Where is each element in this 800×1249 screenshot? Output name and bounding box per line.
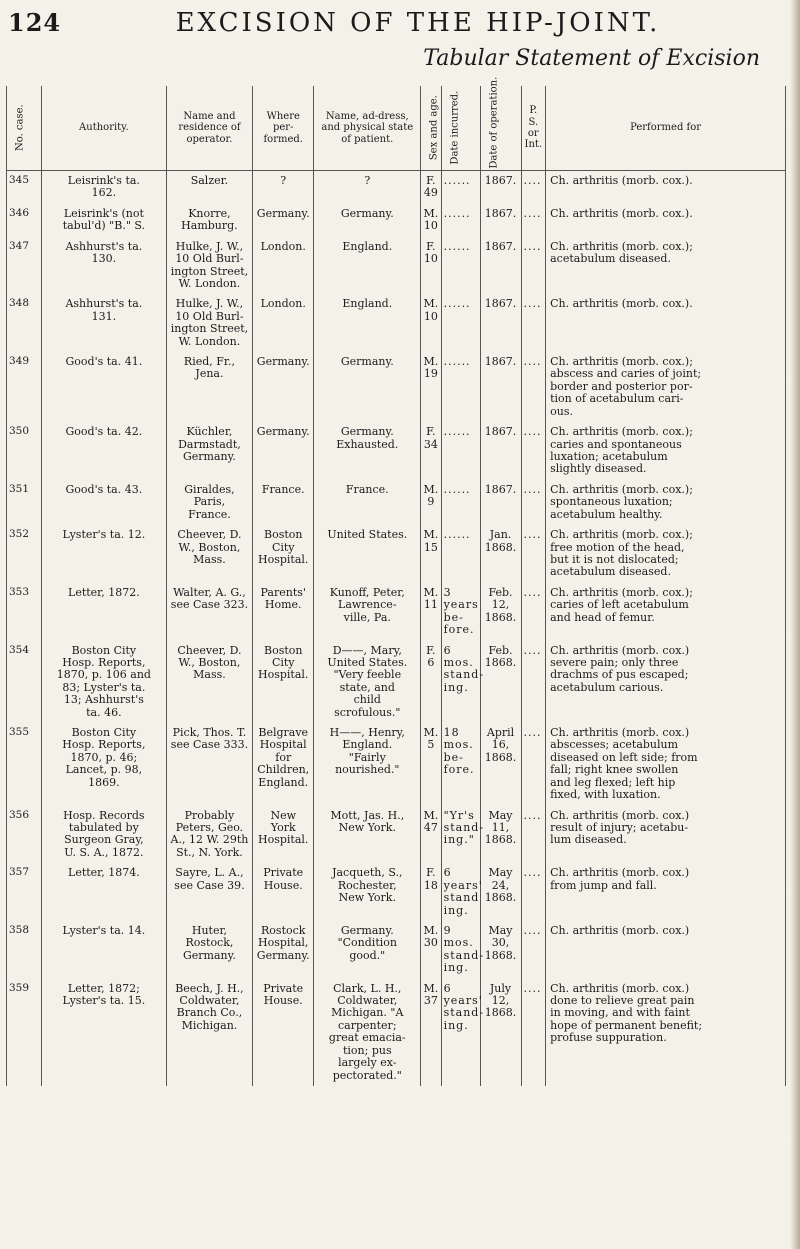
case-number: 358 bbox=[7, 921, 42, 979]
where-performed-cell: Rostock Hospital, Germany. bbox=[252, 921, 314, 979]
authority-cell: Good's ta. 42. bbox=[41, 422, 166, 480]
patient-cell: D——, Mary, United States. "Very feeble state, and child scrofulous." bbox=[314, 641, 421, 724]
ps-int-cell: .... bbox=[521, 171, 546, 204]
patient-cell: France. bbox=[314, 480, 421, 525]
where-performed-cell: Private House. bbox=[252, 979, 314, 1086]
ps-int-cell: .... bbox=[521, 422, 546, 480]
sex-age-cell: M. 37 bbox=[421, 979, 442, 1086]
case-number: 347 bbox=[7, 237, 42, 295]
operator-cell: Küchler, Darmstadt, Germany. bbox=[166, 422, 252, 480]
operator-cell: Cheever, D. W., Boston, Mass. bbox=[166, 525, 252, 583]
authority-cell: Good's ta. 41. bbox=[41, 352, 166, 422]
excision-table bbox=[6, 77, 786, 1086]
authority-cell: Ashhurst's ta. 131. bbox=[41, 294, 166, 352]
where-performed-cell: Private House. bbox=[252, 863, 314, 921]
sex-age-cell: M. 10 bbox=[421, 204, 442, 237]
case-number: 357 bbox=[7, 863, 42, 921]
column-header: Performed for bbox=[546, 86, 786, 171]
patient-cell: England. bbox=[314, 237, 421, 295]
authority-cell: Lyster's ta. 12. bbox=[41, 525, 166, 583]
date-operation-cell: May 24, 1868. bbox=[480, 863, 521, 921]
performed-for-cell: Ch. arthritis (morb. cox.); acetabulum diseased. bbox=[546, 237, 786, 295]
operator-cell: Sayre, L. A., see Case 39. bbox=[166, 863, 252, 921]
where-performed-cell: London. bbox=[252, 237, 314, 295]
date-incurred-cell: 6 years' stand ing. bbox=[441, 863, 480, 921]
sex-age-cell: F. 6 bbox=[421, 641, 442, 724]
authority-cell: Lyster's ta. 14. bbox=[41, 921, 166, 979]
column-header: Date of operation. bbox=[480, 86, 521, 171]
operator-cell: Ried, Fr., Jena. bbox=[166, 352, 252, 422]
authority-cell: Leisrink's (not tabul'd) "B." S. bbox=[41, 204, 166, 237]
table-row bbox=[7, 979, 786, 1086]
date-incurred-cell: ...... bbox=[441, 422, 480, 480]
authority-cell: Ashhurst's ta. 130. bbox=[41, 237, 166, 295]
performed-for-cell: Ch. arthritis (morb. cox.) done to relieve great pain in moving, and with faint hope of permanent benefit; profuse suppuration. bbox=[546, 979, 786, 1086]
date-incurred-cell: ...... bbox=[441, 525, 480, 583]
where-performed-cell: France. bbox=[252, 480, 314, 525]
patient-cell: H——, Henry, England. "Fairly nourished." bbox=[314, 723, 421, 806]
patient-cell: Germany. Exhausted. bbox=[314, 422, 421, 480]
performed-for-cell: Ch. arthritis (morb. cox.); caries of left acetabulum and head of femur. bbox=[546, 583, 786, 641]
sex-age-cell: M. 11 bbox=[421, 583, 442, 641]
date-operation-cell: 1867. bbox=[480, 352, 521, 422]
where-performed-cell: London. bbox=[252, 294, 314, 352]
column-header: Where per-formed. bbox=[252, 86, 314, 171]
patient-cell: Germany. bbox=[314, 352, 421, 422]
table-body bbox=[7, 171, 786, 1087]
where-performed-cell: Parents' Home. bbox=[252, 583, 314, 641]
date-operation-cell: 1867. bbox=[480, 237, 521, 295]
ps-int-cell: .... bbox=[521, 863, 546, 921]
date-incurred-cell: 6 mos. stand- ing. bbox=[441, 641, 480, 724]
performed-for-cell: Ch. arthritis (morb. cox.). bbox=[546, 294, 786, 352]
authority-cell: Boston City Hosp. Reports, 1870, p. 46; Lancet, p. 98, 1869. bbox=[41, 723, 166, 806]
ps-int-cell: .... bbox=[521, 204, 546, 237]
patient-cell: Mott, Jas. H., New York. bbox=[314, 806, 421, 864]
table-row bbox=[7, 583, 786, 641]
ps-int-cell: .... bbox=[521, 806, 546, 864]
ps-int-cell: .... bbox=[521, 525, 546, 583]
column-header: Name and residence of operator. bbox=[166, 86, 252, 171]
sex-age-cell: M. 30 bbox=[421, 921, 442, 979]
case-number: 359 bbox=[7, 979, 42, 1086]
date-operation-cell: Feb. 12, 1868. bbox=[480, 583, 521, 641]
date-incurred-cell: ...... bbox=[441, 352, 480, 422]
sex-age-cell: F. 34 bbox=[421, 422, 442, 480]
running-header bbox=[0, 6, 800, 40]
page-number: 124 bbox=[8, 8, 62, 37]
where-performed-cell: Germany. bbox=[252, 422, 314, 480]
case-number: 352 bbox=[7, 525, 42, 583]
date-incurred-cell: "Yr's stand- ing." bbox=[441, 806, 480, 864]
authority-cell: Letter, 1874. bbox=[41, 863, 166, 921]
table-row bbox=[7, 294, 786, 352]
table-row bbox=[7, 525, 786, 583]
table-row bbox=[7, 352, 786, 422]
ps-int-cell: .... bbox=[521, 979, 546, 1086]
ps-int-cell: .... bbox=[521, 294, 546, 352]
performed-for-cell: Ch. arthritis (morb. cox.); abscess and caries of joint; border and posterior por- tion of acetabulum cari- ous. bbox=[546, 352, 786, 422]
table-row bbox=[7, 480, 786, 525]
operator-cell: Hulke, J. W., 10 Old Burl- ington Street, W. London. bbox=[166, 237, 252, 295]
column-header: Name, ad-dress, and physical state of patient. bbox=[314, 86, 421, 171]
case-number: 355 bbox=[7, 723, 42, 806]
table-subtitle: Tabular Statement of Excision bbox=[423, 46, 760, 71]
case-number: 354 bbox=[7, 641, 42, 724]
patient-cell: ? bbox=[314, 171, 421, 204]
patient-cell: Germany. "Condition good." bbox=[314, 921, 421, 979]
authority-cell: Boston City Hosp. Reports, 1870, p. 106 and 83; Lyster's ta. 13; Ashhurst's ta. 46. bbox=[41, 641, 166, 724]
date-incurred-cell: ...... bbox=[441, 204, 480, 237]
ps-int-cell: .... bbox=[521, 480, 546, 525]
where-performed-cell: ? bbox=[252, 171, 314, 204]
case-number: 353 bbox=[7, 583, 42, 641]
where-performed-cell: Boston City Hospital. bbox=[252, 525, 314, 583]
sex-age-cell: F. 49 bbox=[421, 171, 442, 204]
operator-cell: Walter, A. G., see Case 323. bbox=[166, 583, 252, 641]
column-header: P. S. or Int. bbox=[521, 86, 546, 171]
ps-int-cell: .... bbox=[521, 921, 546, 979]
date-incurred-cell: 9 mos. stand- ing. bbox=[441, 921, 480, 979]
date-incurred-cell: 18 mos. be- fore. bbox=[441, 723, 480, 806]
sex-age-cell: M. 10 bbox=[421, 294, 442, 352]
table-row bbox=[7, 863, 786, 921]
patient-cell: Clark, L. H., Coldwater, Michigan. "A carpenter; great emacia- tion; pus largely ex- pectorated." bbox=[314, 979, 421, 1086]
operator-cell: Pick, Thos. T. see Case 333. bbox=[166, 723, 252, 806]
case-number: 348 bbox=[7, 294, 42, 352]
date-operation-cell: July 12, 1868. bbox=[480, 979, 521, 1086]
column-header: Authority. bbox=[41, 86, 166, 171]
date-operation-cell: May 11, 1868. bbox=[480, 806, 521, 864]
performed-for-cell: Ch. arthritis (morb. cox.) from jump and fall. bbox=[546, 863, 786, 921]
operator-cell: Probably Peters, Geo. A., 12 W. 29th St., N. York. bbox=[166, 806, 252, 864]
sex-age-cell: M. 47 bbox=[421, 806, 442, 864]
patient-cell: United States. bbox=[314, 525, 421, 583]
authority-cell: Hosp. Records tabulated by Surgeon Gray, U. S. A., 1872. bbox=[41, 806, 166, 864]
performed-for-cell: Ch. arthritis (morb. cox.). bbox=[546, 171, 786, 204]
ps-int-cell: .... bbox=[521, 583, 546, 641]
operator-cell: Giraldes, Paris, France. bbox=[166, 480, 252, 525]
table-row bbox=[7, 171, 786, 204]
date-operation-cell: 1867. bbox=[480, 422, 521, 480]
case-number: 356 bbox=[7, 806, 42, 864]
date-incurred-cell: 3 years be- fore. bbox=[441, 583, 480, 641]
header-row bbox=[7, 86, 786, 171]
date-operation-cell: May 30, 1868. bbox=[480, 921, 521, 979]
where-performed-cell: Germany. bbox=[252, 204, 314, 237]
table-row bbox=[7, 204, 786, 237]
where-performed-cell: Germany. bbox=[252, 352, 314, 422]
sex-age-cell: M. 15 bbox=[421, 525, 442, 583]
sex-age-cell: M. 9 bbox=[421, 480, 442, 525]
performed-for-cell: Ch. arthritis (morb. cox.) result of injury; acetabu- lum diseased. bbox=[546, 806, 786, 864]
where-performed-cell: New York Hospital. bbox=[252, 806, 314, 864]
patient-cell: Germany. bbox=[314, 204, 421, 237]
case-number: 350 bbox=[7, 422, 42, 480]
table-row bbox=[7, 921, 786, 979]
date-incurred-cell: ...... bbox=[441, 237, 480, 295]
patient-cell: Jacqueth, S., Rochester, New York. bbox=[314, 863, 421, 921]
case-number: 345 bbox=[7, 171, 42, 204]
column-header: Date incurred. bbox=[441, 86, 480, 171]
authority-cell: Good's ta. 43. bbox=[41, 480, 166, 525]
performed-for-cell: Ch. arthritis (morb. cox.). bbox=[546, 204, 786, 237]
ps-int-cell: .... bbox=[521, 723, 546, 806]
case-number: 346 bbox=[7, 204, 42, 237]
performed-for-cell: Ch. arthritis (morb. cox.); free motion of the head, but it is not dislocated; acetabulum diseased. bbox=[546, 525, 786, 583]
table-row bbox=[7, 641, 786, 724]
patient-cell: England. bbox=[314, 294, 421, 352]
date-incurred-cell: 6 years' stand- ing. bbox=[441, 979, 480, 1086]
where-performed-cell: Belgrave Hospital for Children, England. bbox=[252, 723, 314, 806]
sex-age-cell: F. 10 bbox=[421, 237, 442, 295]
patient-cell: Kunoff, Peter, Lawrence- ville, Pa. bbox=[314, 583, 421, 641]
operator-cell: Beech, J. H., Coldwater, Branch Co., Michigan. bbox=[166, 979, 252, 1086]
running-title: EXCISION OF THE HIP-JOINT. bbox=[175, 8, 661, 38]
ps-int-cell: .... bbox=[521, 237, 546, 295]
date-operation-cell: 1867. bbox=[480, 204, 521, 237]
date-operation-cell: 1867. bbox=[480, 294, 521, 352]
operator-cell: Hulke, J. W., 10 Old Burl- ington Street, W. London. bbox=[166, 294, 252, 352]
column-header: Sex and age. bbox=[421, 86, 442, 171]
authority-cell: Letter, 1872; Lyster's ta. 15. bbox=[41, 979, 166, 1086]
date-incurred-cell: ...... bbox=[441, 294, 480, 352]
case-number: 349 bbox=[7, 352, 42, 422]
date-operation-cell: April 16, 1868. bbox=[480, 723, 521, 806]
operator-cell: Huter, Rostock, Germany. bbox=[166, 921, 252, 979]
performed-for-cell: Ch. arthritis (morb. cox.) severe pain; only three drachms of pus escaped; acetabulum carious. bbox=[546, 641, 786, 724]
date-operation-cell: 1867. bbox=[480, 480, 521, 525]
sex-age-cell: M. 19 bbox=[421, 352, 442, 422]
page-binding-edge bbox=[790, 0, 800, 1249]
table-row bbox=[7, 422, 786, 480]
column-header: No. case. bbox=[7, 86, 42, 171]
performed-for-cell: Ch. arthritis (morb. cox.); spontaneous luxation; acetabulum healthy. bbox=[546, 480, 786, 525]
case-number: 351 bbox=[7, 480, 42, 525]
date-incurred-cell: ...... bbox=[441, 171, 480, 204]
sex-age-cell: M. 5 bbox=[421, 723, 442, 806]
performed-for-cell: Ch. arthritis (morb. cox.) abscesses; acetabulum diseased on left side; from fall; right knee swollen and leg flexed; left hip fixed, with luxation. bbox=[546, 723, 786, 806]
table-row bbox=[7, 237, 786, 295]
operator-cell: Knorre, Hamburg. bbox=[166, 204, 252, 237]
operator-cell: Salzer. bbox=[166, 171, 252, 204]
ps-int-cell: .... bbox=[521, 641, 546, 724]
operator-cell: Cheever, D. W., Boston, Mass. bbox=[166, 641, 252, 724]
sex-age-cell: F. 18 bbox=[421, 863, 442, 921]
table-row bbox=[7, 806, 786, 864]
performed-for-cell: Ch. arthritis (morb. cox.) bbox=[546, 921, 786, 979]
date-operation-cell: Jan. 1868. bbox=[480, 525, 521, 583]
table-row bbox=[7, 723, 786, 806]
date-incurred-cell: ...... bbox=[441, 480, 480, 525]
authority-cell: Leisrink's ta. 162. bbox=[41, 171, 166, 204]
performed-for-cell: Ch. arthritis (morb. cox.); caries and spontaneous luxation; acetabulum slightly diseased. bbox=[546, 422, 786, 480]
where-performed-cell: Boston City Hospital. bbox=[252, 641, 314, 724]
date-operation-cell: Feb. 1868. bbox=[480, 641, 521, 724]
date-operation-cell: 1867. bbox=[480, 171, 521, 204]
authority-cell: Letter, 1872. bbox=[41, 583, 166, 641]
ps-int-cell: .... bbox=[521, 352, 546, 422]
